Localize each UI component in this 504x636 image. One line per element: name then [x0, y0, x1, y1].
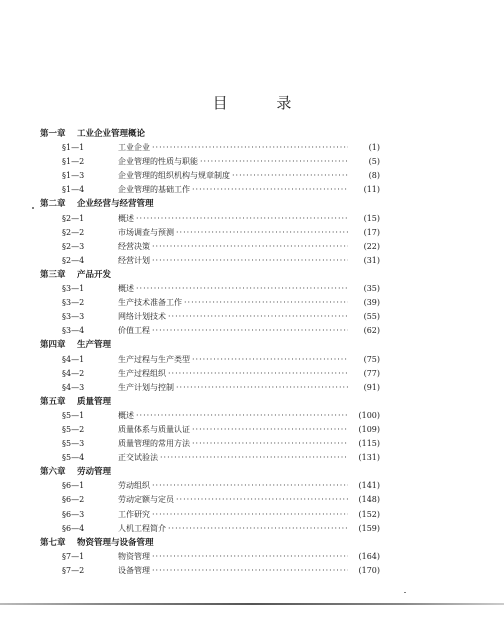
- chapter-title: 企业经营与经营管理: [77, 199, 154, 210]
- toc-entry[interactable]: [40, 381, 380, 395]
- section-title: 概述: [118, 213, 134, 223]
- dot-leader: [232, 169, 348, 183]
- page-number: (170): [358, 565, 380, 575]
- toc-entry[interactable]: [40, 254, 380, 268]
- section-title: 质量管理的常用方法: [118, 439, 190, 449]
- dot-leader: [152, 550, 348, 564]
- section-number: §1—3: [62, 171, 85, 181]
- chapter-heading[interactable]: [40, 465, 380, 479]
- section-title: 生产过程与生产类型: [118, 354, 190, 364]
- dot-leader: [184, 296, 348, 310]
- section-number: §3—4: [62, 326, 85, 336]
- toc-entry[interactable]: [40, 141, 380, 155]
- chapter-title: 工业企业管理概论: [77, 129, 146, 139]
- section-title: 工业企业: [118, 143, 150, 153]
- scan-speck: [404, 592, 406, 593]
- chapter-title: 质量管理: [77, 396, 112, 407]
- page-number: (8): [368, 171, 380, 181]
- page-number: (159): [358, 523, 380, 533]
- section-number: §6—4: [62, 523, 85, 533]
- toc-entry[interactable]: [40, 282, 380, 296]
- chapter-number: 第一章: [40, 129, 66, 139]
- page-number: (17): [363, 227, 380, 237]
- chapter-heading[interactable]: [40, 197, 380, 211]
- dot-leader: [168, 367, 348, 381]
- section-title: 价值工程: [118, 326, 150, 336]
- section-title: 生产过程组织: [118, 368, 166, 378]
- chapter-heading[interactable]: [40, 536, 380, 550]
- dot-leader: [152, 240, 348, 254]
- section-title: 经营计划: [118, 255, 150, 265]
- page-number: (100): [358, 410, 380, 420]
- chapter-number: 第二章: [40, 199, 66, 210]
- section-number: §6—2: [62, 495, 85, 505]
- section-number: §5—4: [62, 453, 85, 463]
- page-number: (39): [363, 298, 380, 308]
- section-title: 质量体系与质量认证: [118, 424, 190, 434]
- dot-leader: [136, 409, 348, 423]
- page-number: (55): [363, 312, 380, 322]
- dot-leader: [152, 508, 348, 522]
- dot-leader: [192, 353, 348, 367]
- chapter-heading[interactable]: [40, 268, 380, 282]
- section-title: 生产计划与控制: [118, 382, 174, 392]
- toc-entry[interactable]: [40, 479, 380, 493]
- section-number: §2—4: [62, 255, 85, 265]
- toc-entry[interactable]: [40, 353, 380, 367]
- chapter-number: 第七章: [40, 537, 66, 548]
- chapter-heading[interactable]: [40, 338, 380, 352]
- page-number: (164): [358, 551, 380, 561]
- dot-leader: [136, 212, 348, 226]
- bottom-rule: [0, 603, 504, 605]
- section-title: 人机工程简介: [118, 523, 166, 533]
- page-number: (115): [358, 439, 380, 449]
- toc-entry[interactable]: [40, 240, 380, 254]
- dot-leader: [160, 451, 348, 465]
- section-number: §1—4: [62, 185, 85, 195]
- section-number: §2—2: [62, 227, 85, 237]
- toc-entry[interactable]: [40, 493, 380, 507]
- section-title: 网络计划技术: [118, 312, 166, 322]
- section-title: 劳动定额与定员: [118, 495, 174, 505]
- chapter-heading[interactable]: [40, 127, 380, 141]
- toc-entry[interactable]: [40, 564, 380, 578]
- page-number: (5): [368, 157, 380, 167]
- page-number: (109): [358, 424, 380, 434]
- page-number: (131): [358, 453, 380, 463]
- toc-entry[interactable]: [40, 212, 380, 226]
- page-number: (35): [363, 284, 380, 294]
- section-number: §4—3: [62, 382, 85, 392]
- toc-entry[interactable]: [40, 155, 380, 169]
- toc-entry[interactable]: [40, 296, 380, 310]
- section-title: 企业管理的性质与职能: [118, 157, 198, 167]
- chapter-number: 第四章: [40, 340, 66, 351]
- section-title: 企业管理的组织机构与规章制度: [118, 171, 230, 181]
- dot-leader: [192, 423, 348, 437]
- section-title: 物资管理: [118, 551, 150, 561]
- page-number: (15): [363, 213, 380, 223]
- chapter-number: 第三章: [40, 269, 66, 280]
- dot-leader: [152, 324, 348, 338]
- chapter-title: 生产管理: [77, 340, 112, 351]
- toc-entry[interactable]: [40, 451, 380, 465]
- section-title: 设备管理: [118, 565, 150, 575]
- toc-entry[interactable]: [40, 423, 380, 437]
- section-number: §7—2: [62, 565, 85, 575]
- section-title: 企业管理的基础工作: [118, 185, 190, 195]
- dot-leader: [192, 437, 348, 451]
- page-number: (152): [358, 509, 380, 519]
- toc-entry[interactable]: [40, 226, 380, 240]
- dot-leader: [176, 381, 348, 395]
- chapter-title: 物资管理与设备管理: [77, 537, 154, 548]
- section-number: §4—1: [62, 354, 85, 364]
- toc-entry[interactable]: [40, 183, 380, 197]
- page-number: (62): [363, 326, 380, 336]
- section-number: §3—1: [62, 284, 85, 294]
- toc-entry[interactable]: [40, 169, 380, 183]
- scan-speck: [32, 207, 34, 209]
- dot-leader: [168, 310, 348, 324]
- section-number: §2—3: [62, 241, 85, 251]
- page-number: (31): [363, 255, 380, 265]
- toc-entry[interactable]: [40, 409, 380, 423]
- chapter-number: 第五章: [40, 396, 66, 407]
- section-title: 劳动组织: [118, 481, 150, 491]
- section-title: 正交试验法: [118, 453, 158, 463]
- toc-entry[interactable]: [40, 324, 380, 338]
- dot-leader: [152, 564, 348, 578]
- dot-leader: [176, 226, 348, 240]
- section-title: 工作研究: [118, 509, 150, 519]
- dot-leader: [192, 183, 348, 197]
- page-number: (148): [358, 495, 380, 505]
- section-number: §3—2: [62, 298, 85, 308]
- page-number: (77): [363, 368, 380, 378]
- toc-entry[interactable]: [40, 522, 380, 536]
- section-number: §3—3: [62, 312, 85, 322]
- dot-leader: [168, 522, 348, 536]
- page-number: (75): [363, 354, 380, 364]
- section-number: §7—1: [62, 551, 85, 561]
- table-of-contents: [40, 127, 380, 578]
- toc-entry[interactable]: [40, 437, 380, 451]
- page-number: (22): [363, 241, 380, 251]
- section-title: 概述: [118, 410, 134, 420]
- chapter-number: 第六章: [40, 467, 66, 478]
- toc-entry[interactable]: [40, 508, 380, 522]
- chapter-title: 产品开发: [77, 269, 112, 280]
- dot-leader: [176, 493, 348, 507]
- page-number: (1): [368, 143, 380, 153]
- section-title: 概述: [118, 284, 134, 294]
- toc-entry[interactable]: [40, 367, 380, 381]
- page-number: (141): [358, 481, 380, 491]
- chapter-title: 劳动管理: [77, 467, 112, 478]
- section-number: §2—1: [62, 213, 85, 223]
- toc-entry[interactable]: [40, 550, 380, 564]
- section-number: §1—1: [62, 143, 85, 153]
- dot-leader: [200, 155, 348, 169]
- dot-leader: [152, 141, 348, 155]
- section-number: §5—2: [62, 424, 85, 434]
- section-number: §1—2: [62, 157, 85, 167]
- dot-leader: [136, 282, 348, 296]
- page-number: (91): [363, 382, 380, 392]
- toc-entry[interactable]: [40, 310, 380, 324]
- section-number: §4—2: [62, 368, 85, 378]
- page-number: (11): [363, 185, 380, 195]
- section-title: 经营决策: [118, 241, 150, 251]
- section-number: §5—1: [62, 410, 85, 420]
- dot-leader: [152, 479, 348, 493]
- section-number: §6—3: [62, 509, 85, 519]
- dot-leader: [152, 254, 348, 268]
- page-title: 目 录: [212, 94, 314, 112]
- section-title: 市场调查与预测: [118, 227, 174, 237]
- section-number: §6—1: [62, 481, 85, 491]
- section-title: 生产技术准备工作: [118, 298, 182, 308]
- chapter-heading[interactable]: [40, 395, 380, 409]
- section-number: §5—3: [62, 439, 85, 449]
